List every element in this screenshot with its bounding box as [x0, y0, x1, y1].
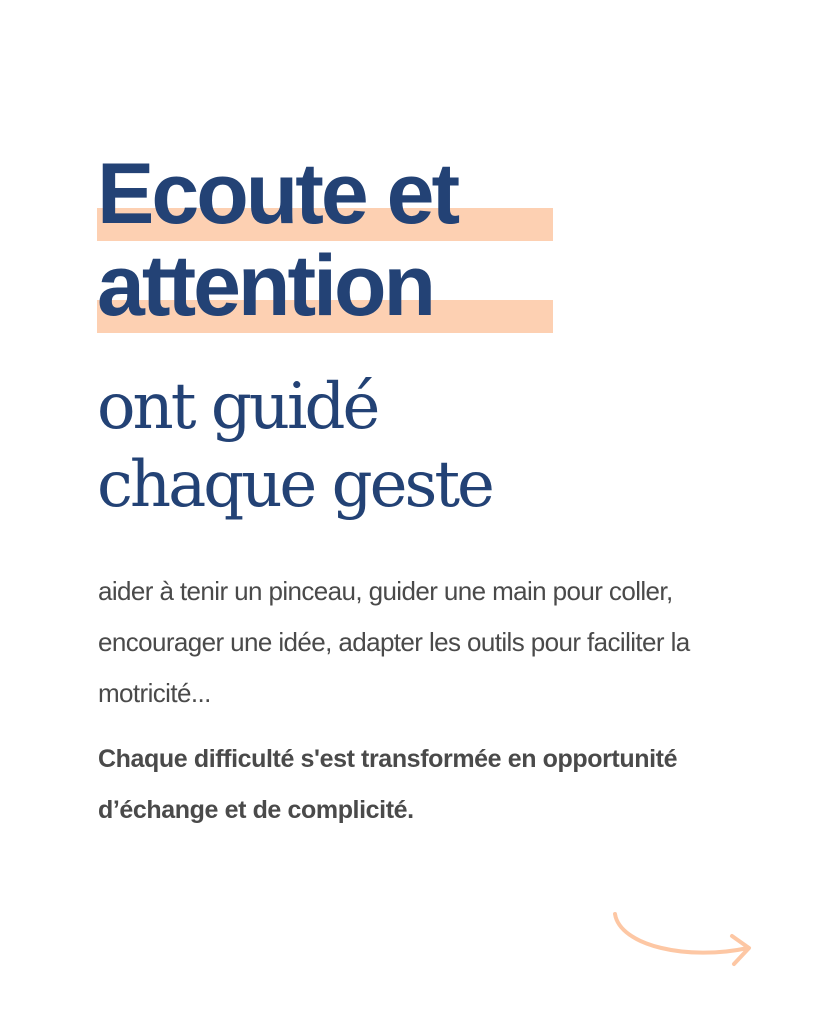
headline-line-2	[97, 240, 577, 332]
body-paragraph: aider à tenir un pinceau, guider une main pour coller, encourager une idée, adapter les outils pour faciliter la motricité...	[98, 576, 690, 708]
emphasis-paragraph: Chaque difficulté s'est transformée en opportunité d’échange et de complicité.	[98, 745, 678, 824]
headline	[97, 148, 577, 332]
curved-arrow-right-icon[interactable]	[608, 906, 758, 976]
headline-line-1	[97, 148, 577, 240]
subheading	[97, 368, 492, 524]
subheading-line-2: chaque geste	[97, 448, 492, 522]
headline-text-1: Ecoute et	[97, 146, 458, 242]
subheading-line-1: ont guidé	[97, 370, 378, 444]
headline-text-2: attention	[97, 238, 434, 334]
